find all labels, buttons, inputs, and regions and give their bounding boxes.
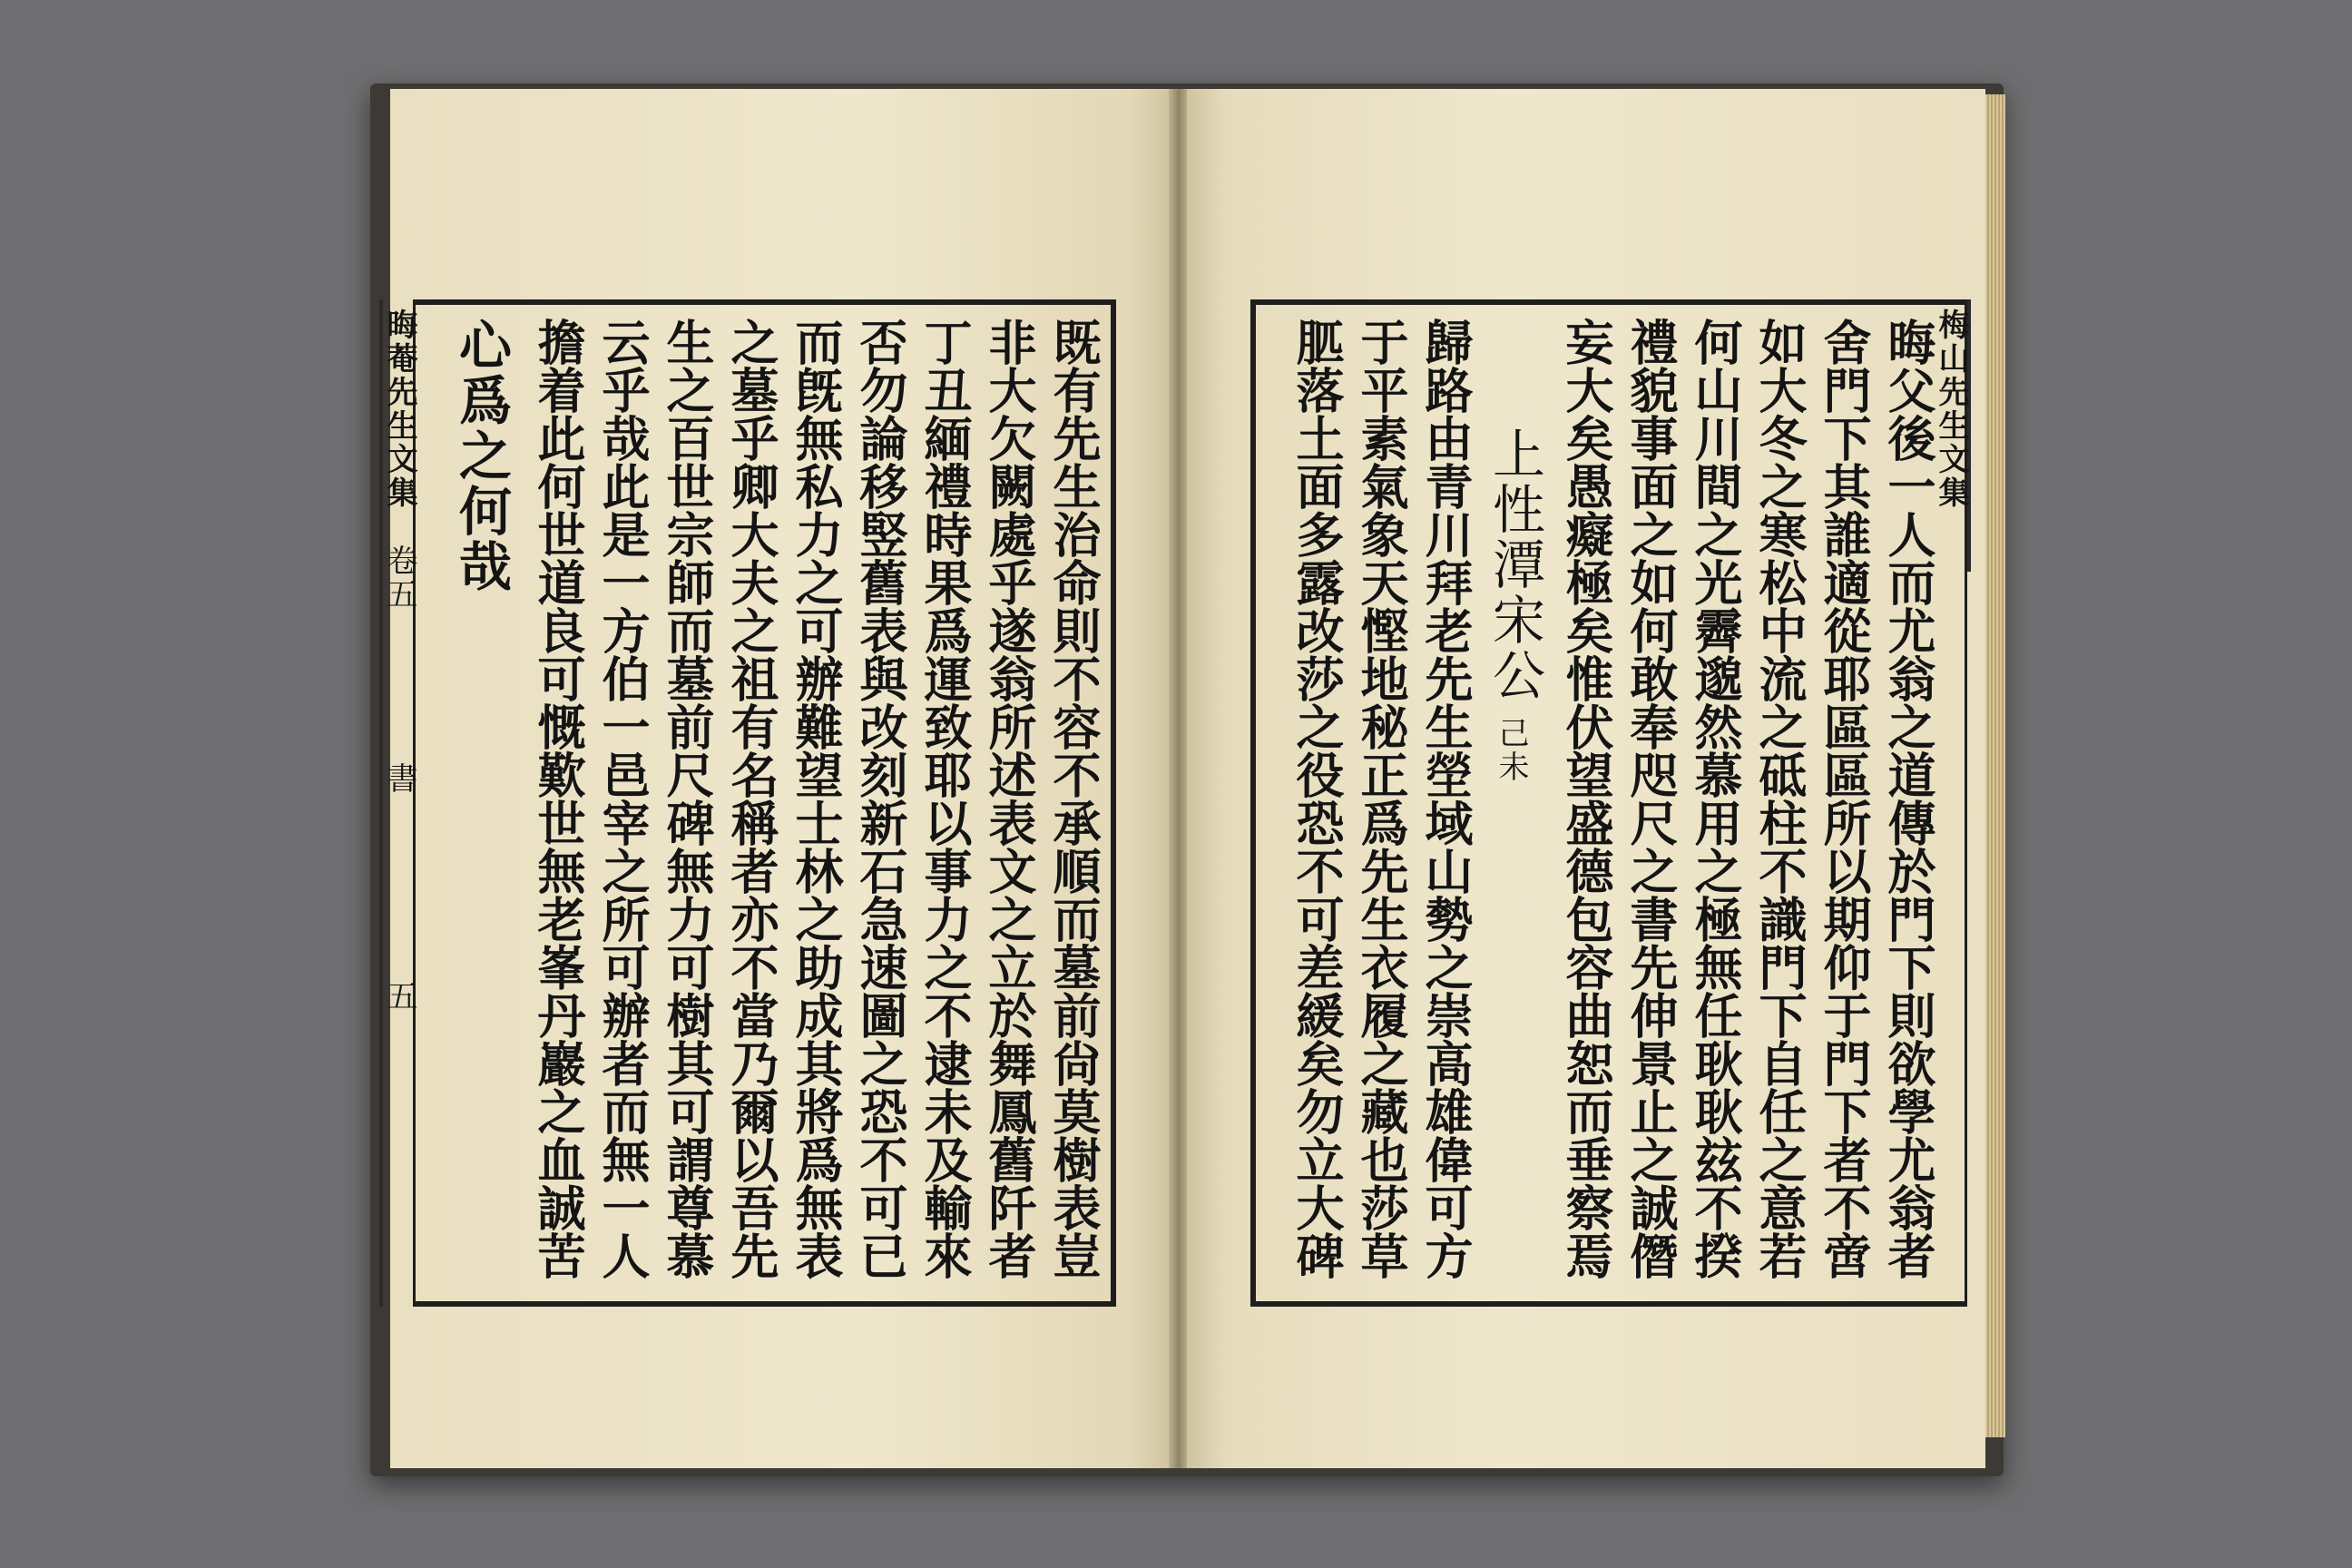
left-col-10: 心爲之何哉 [450, 318, 512, 594]
right-col-3: 如大冬之寒松中流之砥柱不識門下自任之意若 [1751, 318, 1808, 1279]
right-col-9: 䏘落土面多露改莎之役恐不可差緩矣勿立大碑 [1289, 318, 1345, 1279]
left-col-2: 非大欠闕處乎遂翁所述表文之立於舞鳳舊阡者 [981, 318, 1037, 1279]
page-edges [1985, 94, 2005, 1437]
left-col-5: 而旣無私力之可辦難望士林之助成其將爲無表 [788, 318, 844, 1279]
right-col-2: 舍門下其誰適從耶區區所以期仰于門下者不啻 [1816, 318, 1872, 1279]
book-gutter [1169, 89, 1189, 1468]
left-margin-page: 五 [381, 980, 417, 1014]
left-col-1: 既有先生治命則不容不承順而墓前尙莫樹表豈 [1045, 318, 1102, 1279]
right-col-5: 禮貌事面之如何敢奉咫尺之書先伸景止之誠僭 [1622, 318, 1679, 1279]
left-col-3: 丁丑緬禮時果爲運致耶以事力之不逮未及輸來 [916, 318, 973, 1279]
right-col-1: 晦父後一人而尤翁之道傳於門下則欲學尤翁者 [1880, 318, 1936, 1279]
left-margin-volume: 卷五 [381, 544, 417, 612]
left-col-4: 否勿論移竪舊表與改刻新石急速圖之恐不可已 [852, 318, 908, 1279]
left-col-7: 生之百世宗師而墓前尺碑無力可樹其可謂尊慕 [659, 318, 715, 1279]
right-col-8: 于平素氣象天慳地秘正爲先生衣履之藏也莎草 [1353, 318, 1409, 1279]
right-margin-title: 梅山先生文集 [1933, 309, 1969, 510]
letter-heading: 上性潭宋公 [1484, 426, 1545, 703]
left-margin-title: 晦菴先生文集 [381, 309, 417, 510]
left-col-6: 之墓乎卿大夫之祖有名稱者亦不當乃爾以吾先 [723, 318, 779, 1279]
left-col-8: 云乎哉此是一方伯一邑宰之所可辦者而無一人 [594, 318, 651, 1279]
right-col-4: 何山川間之光霽邈然慕用之極無任耿耿玆不揆 [1687, 318, 1743, 1279]
letter-heading-date: 己未 [1493, 717, 1529, 784]
left-margin-section: 書 [381, 762, 417, 796]
right-col-6: 妄大矣愚癡極矣惟伏望盛德包容曲恕而垂察焉 [1558, 318, 1614, 1279]
right-col-7: 歸路由青川拜老先生塋域山勢之崇高雄偉可方 [1417, 318, 1474, 1279]
left-col-9: 擔着此何世道良可慨歎世無老峯丹巖之血誠苦 [530, 318, 586, 1279]
